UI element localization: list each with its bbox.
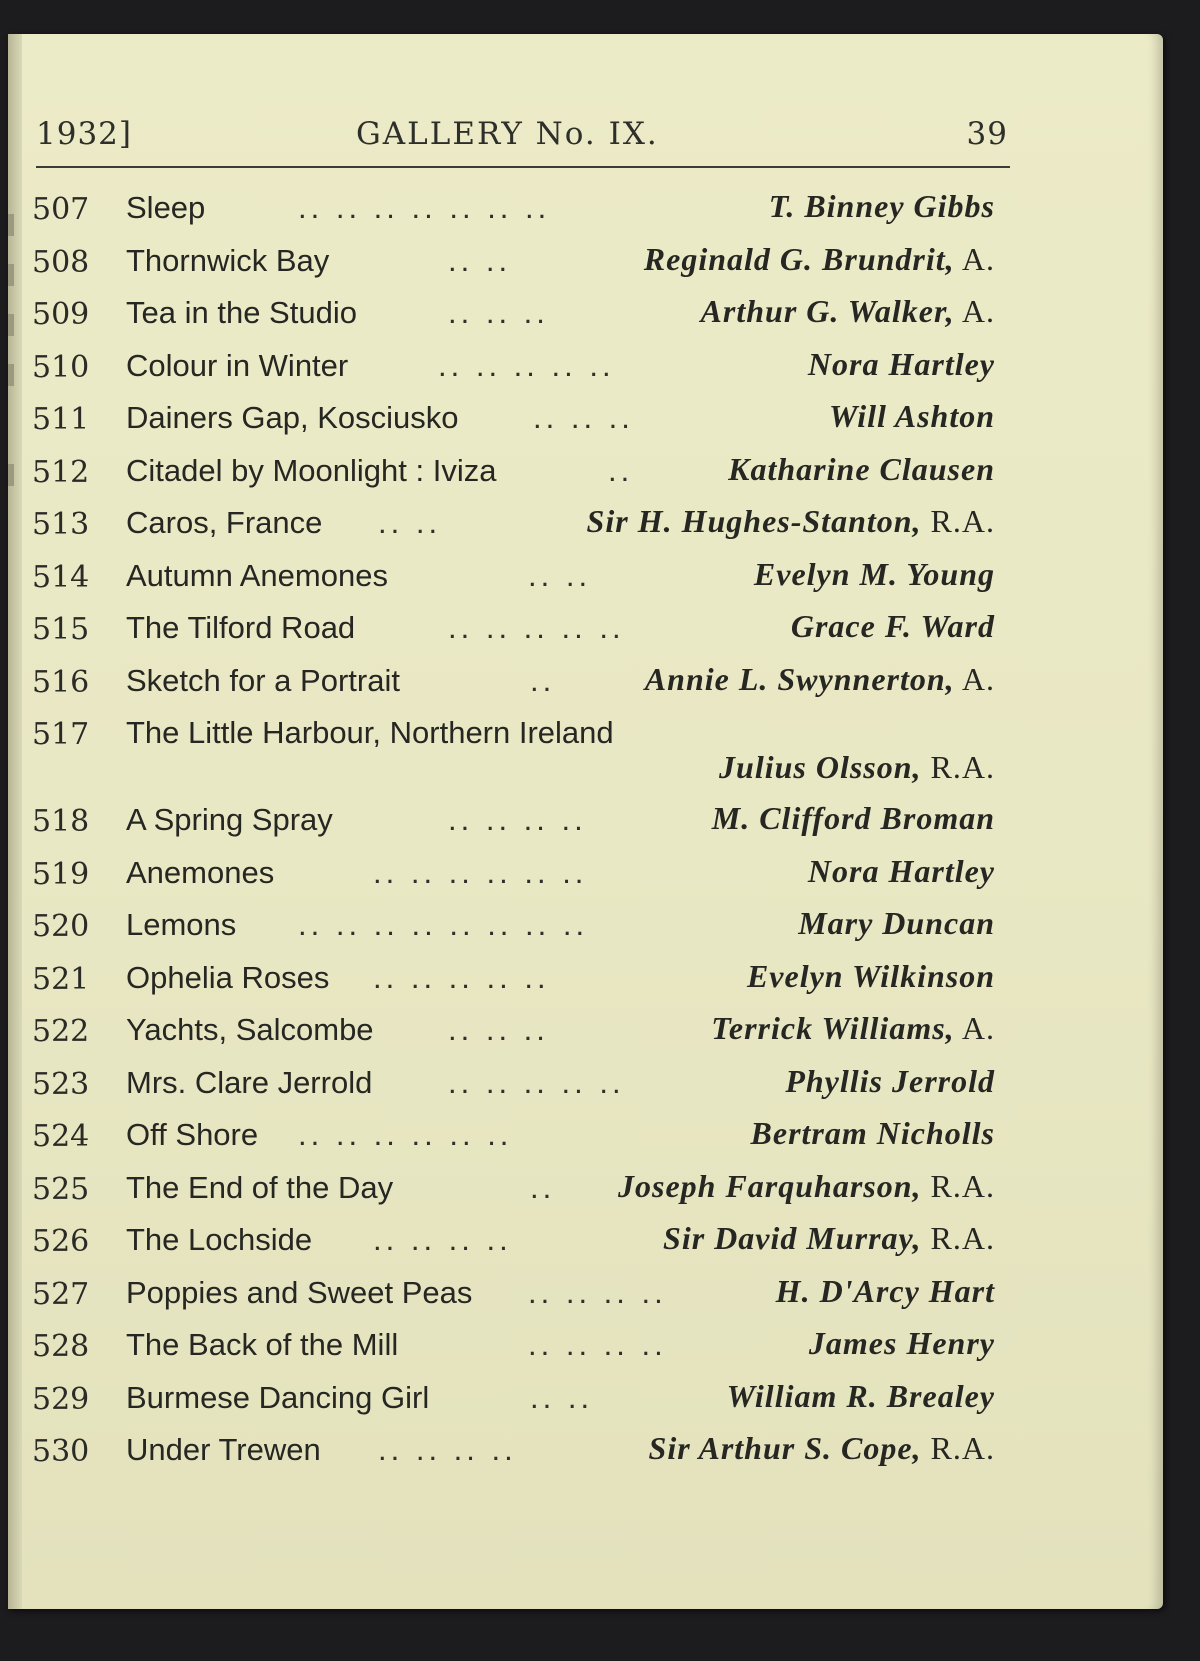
entry-number: 523 [32,1066,90,1102]
entry-number: 518 [32,804,90,839]
entry-row [8,447,1163,500]
artist-name: Katharine Clausen [728,450,995,487]
artist-name: Mary Duncan [798,905,995,941]
entry-artist [785,1063,995,1100]
leader-dots: .. .. .. .. [373,1222,512,1257]
entry-number: 528 [32,1329,90,1364]
leader-dots: .. .. .. .. [528,1274,667,1310]
entry-artist [663,1220,995,1257]
leader-dots: .. .. .. .. .. [448,610,625,645]
entry-number: 515 [32,612,90,647]
entry-artist [645,661,995,698]
entry-artist [649,1430,995,1467]
entry-row [8,1374,1163,1427]
entry-row [8,1426,1163,1479]
entry-artist [776,1273,995,1310]
artist-name: Grace F. Ward [790,608,995,644]
entry-row [8,796,1163,849]
entry-row [8,184,1163,237]
leader-dots: .. .. [530,1379,594,1415]
entry-title: Sketch for a Portrait [126,662,400,698]
entry-artist [711,1010,995,1047]
leader-dots: .. [608,452,634,488]
entry-artist [747,958,995,995]
entry-title: Colour in Winter [126,347,349,383]
entry-title: Dainers Gap, Kosciusko [126,400,459,435]
entry-number: 516 [32,664,90,700]
entry-number: 519 [32,856,90,892]
entry-row [8,1059,1163,1112]
entry-row [8,1269,1163,1322]
entry-artist [808,346,995,383]
entry-title: Lemons [126,907,237,942]
artist-name: H. D'Arcy Hart [775,1272,995,1309]
artist-name: Julius Olsson, [719,749,922,785]
entry-artist [728,451,995,488]
entry-number: 526 [32,1224,90,1259]
entry-number: 530 [32,1434,90,1469]
entry-row [8,1216,1163,1269]
artist-name: Annie L. Swynnerton, [644,660,955,697]
entry-title: Caros, France [126,505,323,540]
entry-row [8,604,1163,657]
leader-dots: .. .. [378,505,442,540]
leader-dots: .. .. .. .. .. [438,347,615,383]
entry-title: Citadel by Moonlight : Iviza [126,452,497,488]
entry-number: 513 [32,507,90,542]
artist-name: Nora Hartley [807,345,995,382]
entry-number: 507 [32,192,90,227]
artist-name: Terrick Williams, [711,1010,955,1046]
entry-title: Ophelia Roses [126,959,330,995]
artist-suffix: R.A. [921,1430,995,1466]
artist-name: M. Clifford Broman [711,800,995,836]
entry-row [8,1006,1163,1059]
header-gallery-title: GALLERY No. IX. [356,116,659,152]
entry-row [8,289,1163,342]
entry-number: 512 [32,454,90,490]
header-page-number: 39 [966,116,1008,152]
entry-row [8,552,1163,605]
entry-title: The Lochside [126,1222,313,1257]
artist-suffix: A. [954,1010,995,1046]
entry-number: 511 [32,402,90,437]
leader-dots: .. .. .. .. .. [373,959,550,995]
entry-number: 525 [32,1171,90,1207]
entry-row [8,394,1163,447]
artist-name: T. Binney Gibbs [768,188,995,224]
entry-title: A Spring Spray [126,802,333,837]
entry-number: 510 [32,349,90,385]
entry-row [8,849,1163,902]
leader-dots: .. [530,662,556,698]
artist-name: Phyllis Jerrold [785,1062,995,1099]
entry-artist [618,1168,995,1205]
page-header [36,116,1008,160]
entry-row [8,954,1163,1007]
entry-title: Mrs. Clare Jerrold [126,1064,373,1100]
artist-suffix: R.A. [921,1220,995,1256]
entry-list [8,184,1163,1479]
artist-name: Sir Arthur S. Cope, [648,1430,922,1466]
entry-artist [754,556,995,593]
artist-name: Reginald G. Brundrit, [643,240,955,277]
leader-dots: .. .. .. .. [448,802,587,837]
artist-suffix: A. [954,240,995,277]
artist-suffix: R.A. [921,1167,995,1204]
entry-title: The End of the Day [126,1169,394,1205]
leader-dots: .. .. .. .. .. .. .. .. [298,907,589,942]
entry-artist [798,905,995,942]
entry-row [8,709,1163,796]
artist-name: Joseph Farquharson, [618,1167,922,1204]
entry-artist [769,188,995,225]
entry-row [8,1164,1163,1217]
entry-title: Anemones [126,854,275,890]
entry-row [8,657,1163,710]
entry-title: Thornwick Bay [126,242,330,278]
catalogue-page [8,34,1163,1609]
leader-dots: .. .. .. [448,1012,549,1047]
entry-title: Autumn Anemones [126,557,388,593]
entry-artist [809,1325,995,1362]
entry-row [8,342,1163,395]
entry-title: Yachts, Salcombe [126,1012,374,1047]
header-year: 1932] [36,116,132,152]
entry-number: 517 [32,717,90,752]
entry-number: 522 [32,1014,90,1049]
entry-artist [727,1378,995,1415]
entry-number: 527 [32,1276,90,1312]
leader-dots: .. [530,1169,556,1205]
leader-dots: .. .. .. .. .. .. [373,854,588,890]
artist-suffix: A. [954,660,995,697]
artist-name: James Henry [808,1325,995,1361]
artist-suffix: A. [954,293,995,329]
artist-suffix: R.A. [921,749,995,785]
entry-title: The Tilford Road [126,610,356,645]
entry-artist [791,608,995,645]
artist-name: Evelyn Wilkinson [746,957,995,994]
entry-artist [719,749,995,786]
artist-name: William R. Brealey [726,1377,995,1414]
artist-name: Sir David Murray, [663,1220,922,1256]
entry-title: Under Trewen [126,1432,321,1467]
entry-artist [587,503,995,540]
leader-dots: .. .. .. .. .. .. [298,1117,513,1152]
entry-artist [808,853,995,890]
entry-artist [644,241,995,278]
entry-title: Tea in the Studio [126,295,357,330]
header-rule [36,166,1010,168]
entry-title: Sleep [126,190,206,225]
entry-number: 508 [32,244,90,280]
artist-name: Will Ashton [828,398,995,434]
entry-row [8,1321,1163,1374]
artist-suffix: R.A. [921,503,995,539]
leader-dots: .. .. .. .. .. [448,1064,625,1100]
entry-artist [829,398,995,435]
entry-artist [712,800,995,837]
entry-artist [751,1115,995,1152]
entry-number: 514 [32,559,90,595]
artist-name: Arthur G. Walker, [700,293,955,329]
entry-number: 509 [32,297,90,332]
entry-number: 521 [32,961,90,997]
artist-name: Evelyn M. Young [753,555,995,592]
leader-dots: .. .. [528,557,592,593]
leader-dots: .. .. .. .. .. .. .. [298,190,551,225]
entry-number: 520 [32,909,90,944]
entry-title: The Little Harbour, Northern Ireland [126,715,614,750]
entry-title: The Back of the Mill [126,1327,399,1362]
entry-title: Off Shore [126,1117,259,1152]
entry-number: 529 [32,1381,90,1417]
leader-dots: .. .. .. .. [528,1327,667,1362]
artist-name: Nora Hartley [807,852,995,889]
entry-number: 524 [32,1119,90,1154]
entry-artist [701,293,995,330]
entry-title: Burmese Dancing Girl [126,1379,430,1415]
leader-dots: .. .. .. .. [378,1432,517,1467]
entry-row [8,499,1163,552]
leader-dots: .. .. [448,242,512,278]
leader-dots: .. .. .. [448,295,549,330]
entry-row [8,901,1163,954]
artist-name: Sir H. Hughes-Stanton, [586,503,922,539]
artist-name: Bertram Nicholls [750,1115,995,1151]
entry-row [8,237,1163,290]
leader-dots: .. .. .. [533,400,634,435]
entry-row [8,1111,1163,1164]
entry-title: Poppies and Sweet Peas [126,1274,473,1310]
